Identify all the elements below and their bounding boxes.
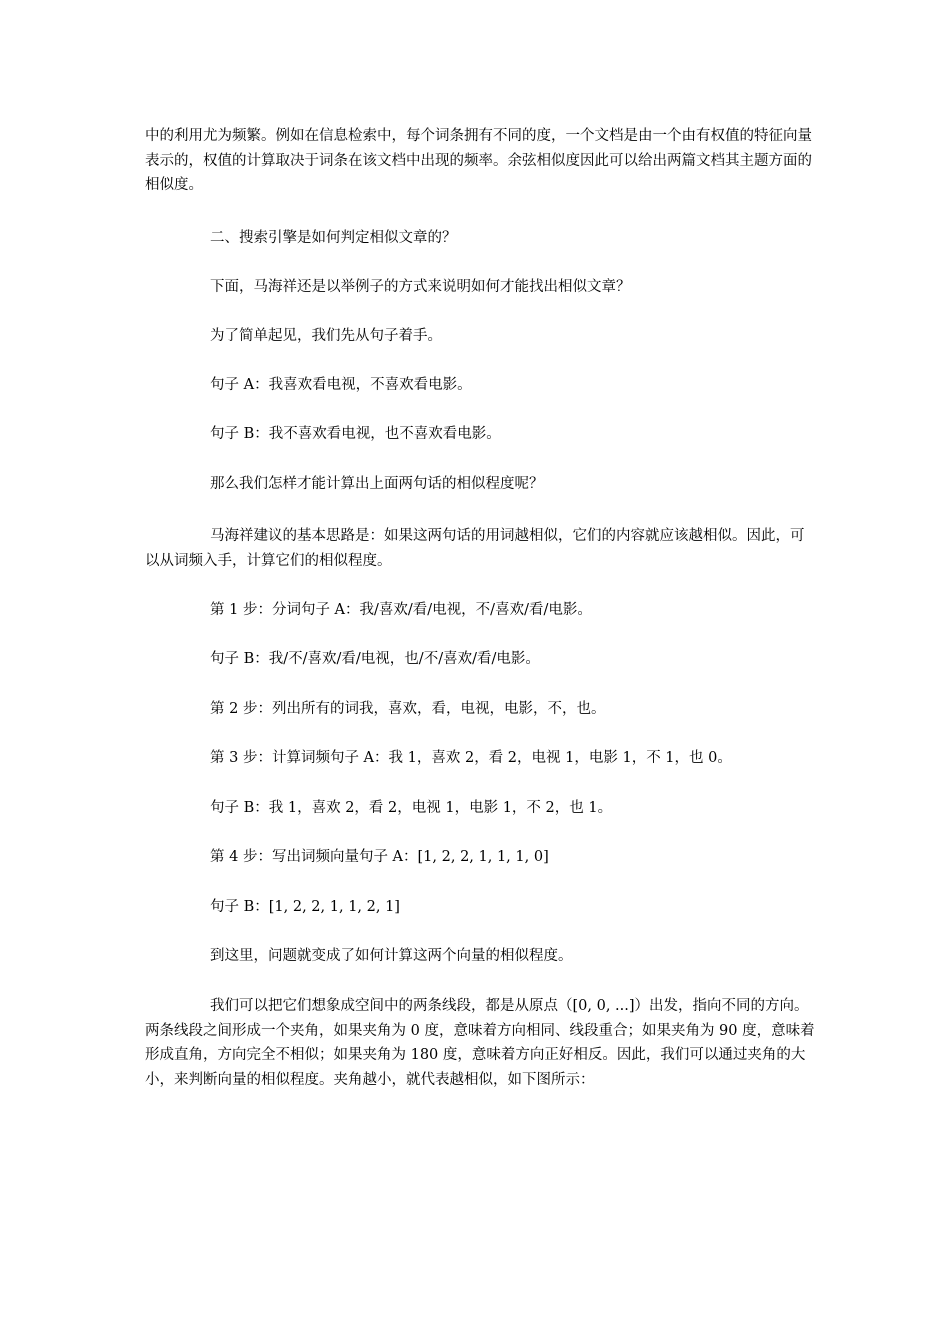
paragraph-basic-idea: 马海祥建议的基本思路是：如果这两句话的用词越相似，它们的内容就应该越相似。因此，可以从词频入手，计算它们的相似程度。: [145, 528, 805, 569]
step-4-sentence-b: 句子 B：[1, 2, 2, 1, 1, 2, 1]: [210, 899, 400, 915]
paragraph-example: 下面，马海祥还是以举例子的方式来说明如何才能找出相似文章？: [210, 279, 631, 295]
paragraph-simplicity: 为了简单起见，我们先从句子着手。: [210, 328, 442, 344]
step-2: 第 2 步：列出所有的词我，喜欢，看，电视，电影，不，也。: [210, 701, 606, 717]
sentence-a: 句子 A：我喜欢看电视，不喜欢看电影。: [210, 377, 472, 393]
step-4: 第 4 步：写出词频向量句子 A：[1, 2, 2, 1, 1, 1, 0]: [210, 849, 549, 865]
step-1: 第 1 步：分词句子 A：我/喜欢/看/电视，不/喜欢/看/电影。: [210, 602, 592, 618]
sentence-b: 句子 B：我不喜欢看电视，也不喜欢看电影。: [210, 426, 501, 442]
step-3: 第 3 步：计算词频句子 A：我 1，喜欢 2，看 2，电视 1，电影 1，不 1，也 0。: [210, 750, 732, 766]
paragraph-problem: 到这里，问题就变成了如何计算这两个向量的相似程度。: [210, 948, 573, 964]
step-1-sentence-b: 句子 B：我/不/喜欢/看/电视，也/不/喜欢/看/电影。: [210, 651, 540, 667]
paragraph-angle: 我们可以把它们想象成空间中的两条线段，都是从原点（[0, 0, ...]）出发，指向不同的方向。两条线段之间形成一个夹角，如果夹角为 0 度，意味着方向相同、线段重合；如果夹角为 90 度，意味着形成直角，方向完全不相似；如果夹角为 180 度，意味着方向正好相反。因此，我们可以通过夹角的大小，来判断向量的相似程度。夹角越小，就代表越相似，如下图所示：: [145, 998, 815, 1088]
section-heading: 二、搜索引擎是如何判定相似文章的？: [210, 230, 457, 246]
step-3-sentence-b: 句子 B：我 1，喜欢 2，看 2，电视 1，电影 1，不 2，也 1。: [210, 800, 613, 816]
paragraph-cosine-intro: 中的利用尤为频繁。例如在信息检索中，每个词条拥有不同的度，一个文档是由一个由有权值的特征向量表示的，权值的计算取决于词条在该文档中出现的频率。余弦相似度因此可以给出两篇文档其主题方面的相似度。: [145, 128, 812, 193]
paragraph-question: 那么我们怎样才能计算出上面两句话的相似程度呢？: [210, 476, 544, 492]
